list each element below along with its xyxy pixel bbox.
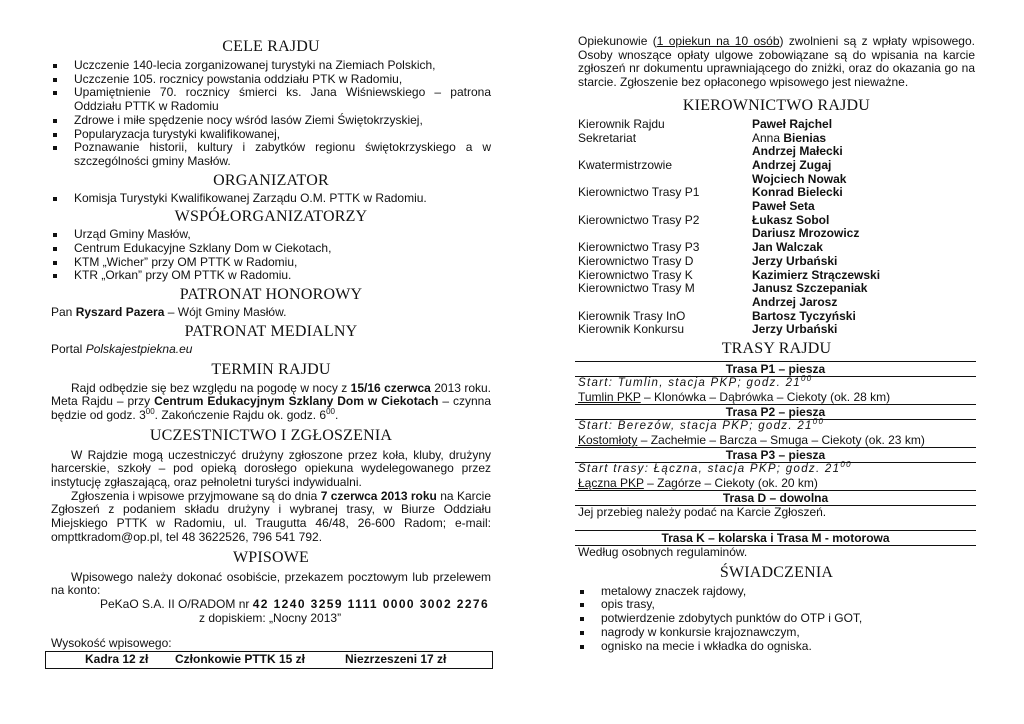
section-title-cele: CELE RAJDU: [222, 38, 320, 55]
trasy-table: [575, 361, 976, 521]
left-column: [51, 0, 491, 669]
role: Kierownictwo Trasy P1: [578, 185, 700, 200]
role: Kierownik Rajdu: [578, 116, 665, 131]
superscript: 00: [145, 406, 155, 416]
text: Portal: [51, 341, 86, 356]
section-title-kierownictwo: KIEROWNICTWO RAJDU: [682, 96, 871, 114]
finish-place: Centrum Edukacyjnym Szklany Dom w Ciekotach: [154, 394, 439, 409]
superscript: 00: [840, 460, 852, 470]
role: Kierownik Trasy InO: [578, 308, 686, 323]
role: Kierownictwo Trasy D: [578, 253, 694, 268]
section-title-wspolorganizatorzy: WSPÓŁORGANIZATORZY: [174, 208, 368, 226]
role: Sekretariat: [578, 130, 637, 145]
person: Paweł Seta: [752, 199, 815, 214]
text: Rajd odbędzie się bez względu na pogodę w nocy z: [71, 380, 351, 395]
organizator-list: [51, 192, 491, 206]
list-item: ognisko na mecie i wkładka do ogniska.: [578, 640, 975, 654]
section-organizator: [51, 172, 491, 206]
fee-czlonkowie: Członkowie PTTK 15 zł: [175, 652, 306, 667]
section-patronat-honorowy: [51, 286, 491, 320]
person: Dariusz Mrozowicz: [752, 226, 860, 241]
list-item: potwierdzenie zdobytych punktów do OTP i GOT,: [578, 612, 975, 626]
list-item: [578, 323, 975, 337]
deadline-date: 7 czerwca 2013 roku: [320, 488, 437, 503]
trasa-p1-route: [575, 390, 976, 405]
list-item: [578, 282, 975, 296]
list-item: Poznawanie historii, kultury i zabytków regionu świętokrzyskiego a w szczególności gminy Masłów.: [51, 141, 491, 168]
route: – Zachełmie – Barcza – Smuga – Ciekoty (ok. 23 km): [637, 433, 925, 448]
section-title-termin: TERMIN RAJDU: [211, 360, 331, 378]
bank-account-line: [51, 598, 491, 612]
trasa-d-text: Jej przebieg należy podać na Karcie Zgłoszeń.: [578, 505, 827, 520]
person: Kazimierz Strączewski: [752, 267, 881, 282]
role: Kierownictwo Trasy P3: [578, 240, 700, 255]
text: na Karcie Zgłoszeń z podaniem składu drużyny i wybranej trasy, w Biurze Oddziału Miejskiego PTTK w Radomiu, ul. Traugutta 46/48, 26-600 Radom; e-mail: ompttkradom@op.pl, tel 48 3622526, 796 541 792.: [51, 488, 491, 544]
list-item: metalowy znaczek rajdowy,: [578, 585, 975, 599]
list-item: Zdrowe i miłe spędzenie nocy wśród lasów Ziemi Świętokrzyskiej,: [51, 114, 491, 128]
person: Bienias: [783, 130, 827, 145]
section-patronat-medialny: [51, 323, 491, 357]
list-item: [578, 200, 975, 214]
text: Start trasy: Łączna, stacja PKP; godz. 21: [578, 463, 841, 476]
list-item: [578, 241, 975, 255]
text: 2013 roku. Meta Rajdu – przy: [51, 380, 492, 409]
swiadczenia-list: [578, 585, 975, 654]
list-item: Upamiętnienie 70. rocznicy śmierci ks. Jana Wiśniewskiego – patrona Oddziału PTTK w Radomiu: [51, 86, 491, 113]
person: Jerzy Urbański: [752, 253, 838, 268]
patronat-medialny-text: [51, 343, 491, 357]
fee-label: Wysokość wpisowego:: [51, 636, 172, 651]
person: Jerzy Urbański: [752, 322, 838, 337]
person: Konrad Bielecki: [752, 185, 843, 200]
patronat-honorowy-text: [51, 306, 491, 320]
text: Pan: [51, 305, 76, 320]
list-item: Uczczenie 105. rocznicy powstania oddziału PTK w Radomiu,: [51, 73, 491, 87]
transfer-note: z dopiskiem: „Nocny 2013”: [199, 610, 342, 625]
section-swiadczenia: [578, 564, 975, 654]
list-item: Urząd Gminy Masłów,: [51, 228, 491, 242]
section-wpisowe: [51, 549, 491, 670]
person: Andrzej Małecki: [752, 144, 843, 159]
trasa-d-header: Trasa D – dowolna: [575, 491, 976, 506]
patron-name: Ryszard Pazera: [75, 305, 165, 320]
list-item: Komisja Turystyki Kwalifikowanej Zarządu O.M. PTTK w Radomiu.: [51, 192, 491, 206]
list-item: nagrody w konkursie krajoznawczym,: [578, 626, 975, 640]
list-item: [578, 159, 975, 173]
fee-niezrzeszeni: Niezrzeszeni 17 zł: [345, 652, 447, 667]
list-item: [578, 255, 975, 269]
fee-table: [45, 651, 493, 669]
section-title-uczestnictwo: UCZESTNICTWO I ZGŁOSZENIA: [149, 426, 393, 444]
section-title-patronat-honorowy: PATRONAT HONOROWY: [179, 286, 363, 304]
text: – czynna będzie od godz. 3: [51, 394, 491, 422]
role: [578, 145, 752, 159]
list-item: [578, 118, 975, 132]
section-title-organizator: ORGANIZATOR: [213, 171, 329, 189]
kierownictwo-list: [578, 118, 975, 337]
trasa-p2-header: Trasa P2 – piesza: [575, 405, 976, 420]
person: Paweł Rajchel: [752, 116, 833, 131]
list-item: [578, 173, 975, 187]
person: Andrzej Zugaj: [752, 157, 832, 172]
list-item: [578, 186, 975, 200]
trasa-km: [575, 531, 976, 560]
superscript: 00: [800, 374, 813, 384]
section-cele: [51, 38, 491, 169]
person: Andrzej Jarosz: [752, 294, 838, 309]
bank-name: PeKaO S.A. II O/RADOM nr: [100, 596, 253, 611]
intro-text: [578, 35, 975, 90]
wspolorganizatorzy-list: [51, 228, 491, 283]
section-title-patronat-medialny: PATRONAT MEDIALNY: [184, 322, 358, 340]
person: Łukasz Sobol: [752, 212, 830, 227]
text: Zgłoszenia i wpisowe przyjmowane są do dnia: [71, 488, 321, 503]
list-item: Uczczenie 140-lecia zorganizowanej turystyki na Ziemiach Polskich,: [51, 59, 491, 73]
superscript: 00: [326, 406, 335, 416]
superscript: 00: [812, 417, 825, 427]
section-wspolorganizatorzy: [51, 208, 491, 283]
route-start: Łączna PKP: [578, 476, 644, 491]
role: Kwatermistrzowie: [578, 157, 673, 172]
portal-name: Polskajestpiekna.eu: [85, 341, 193, 356]
list-item: [578, 269, 975, 283]
section-title-trasy: TRASY RAJDU: [721, 340, 832, 358]
person: Bartosz Tyczyński: [752, 308, 856, 323]
account-number: 42 1240 3259 1111 0000 3002 2276: [252, 596, 490, 611]
trasa-km-text: Według osobnych regulaminów.: [578, 545, 748, 560]
list-item: [578, 227, 975, 241]
person: Wojciech Nowak: [752, 171, 847, 186]
route-start: Tumlin PKP: [578, 390, 641, 405]
role: Kierownictwo Trasy K: [578, 267, 693, 282]
list-item: KTR „Orkan” przy OM PTTK w Radomiu.: [51, 269, 491, 283]
role: Kierownik Konkursu: [578, 322, 685, 337]
role: [578, 227, 752, 241]
person-first-name: Anna: [752, 130, 784, 145]
person: Janusz Szczepaniak: [752, 281, 868, 296]
section-termin: [51, 361, 491, 423]
underlined-text: 1 opiekun na 10 osób: [656, 34, 780, 48]
text: ) zwolnieni są z wpłaty wpisowego. Osoby wnoszące opłaty ulgowe zobowiązane są do wpisania na karcie zgłoszeń nr dokumentu uprawniającego do zniżki, oraz do okazania go na starcie. Zgłoszenie bez opłaconego wpisowego jest nieważne.: [578, 34, 975, 90]
trasa-p3-start: [575, 460, 976, 476]
uczestnictwo-paragraph-1: W Rajdzie mogą uczestniczyć drużyny zgłoszone przez koła, kluby, drużyny harcerskie, szkoły – pod opieką dorosłego opiekuna wydelegowanego przez instytucję zgłaszającą, oraz pełnoletni turyści indywidualni.: [51, 447, 491, 490]
list-item: [578, 296, 975, 310]
cele-list: [51, 59, 491, 169]
section-kierownictwo: [578, 97, 975, 337]
route: – Zagórze – Ciekoty (ok. 20 km): [643, 476, 818, 491]
list-item: [578, 145, 975, 159]
section-title-swiadczenia: ŚWIADCZENIA: [719, 563, 834, 581]
section-title-wpisowe: WPISOWE: [232, 548, 310, 566]
trasa-p2-start: [575, 417, 976, 433]
role: Kierownictwo Trasy P2: [578, 212, 700, 227]
role: [578, 296, 752, 310]
text: Opiekunowie (: [578, 34, 657, 48]
text: .: [335, 407, 339, 422]
text: Start: Berezów, stacja PKP; godz. 21: [578, 420, 813, 433]
role: [578, 173, 752, 187]
text: – Wójt Gminy Masłów.: [164, 305, 287, 320]
list-item: Popularyzacja turystyki kwalifikowanej,: [51, 128, 491, 142]
list-item: [578, 214, 975, 228]
trasa-p1-start: [575, 374, 976, 390]
person: Jan Walczak: [752, 240, 823, 255]
section-trasy: [578, 340, 975, 560]
role: Kierownictwo Trasy M: [578, 281, 695, 296]
trasa-km-header: Trasa K – kolarska i Trasa M - motorowa: [575, 531, 976, 546]
trasa-p2-route: [575, 433, 976, 448]
rally-date: 15/16 czerwca: [350, 380, 431, 395]
list-item: Centrum Edukacyjne Szklany Dom w Ciekotach,: [51, 242, 491, 256]
text: . Zakończenie Rajdu ok. godz. 6: [154, 407, 327, 422]
list-item: [578, 132, 975, 146]
route: – Klonówka – Dąbrówka – Ciekoty (ok. 28 km): [640, 390, 891, 405]
trasa-p3-header: Trasa P3 – piesza: [575, 448, 976, 463]
text: Start: Tumlin, stacja PKP; godz. 21: [578, 377, 801, 390]
right-column: [578, 0, 975, 653]
fee-kadra: Kadra 12 zł: [85, 652, 149, 667]
route-start: Kostomłoty: [578, 433, 638, 448]
list-item: KTM „Wicher” przy OM PTTK w Radomiu,: [51, 256, 491, 270]
termin-text: [51, 382, 491, 423]
role: [578, 200, 752, 214]
trasa-p1-header: Trasa P1 – piesza: [575, 362, 976, 377]
list-item: [578, 310, 975, 324]
uczestnictwo-paragraph-2: [51, 490, 491, 545]
section-uczestnictwo: [51, 427, 491, 545]
wpisowe-text: Wpisowego należy dokonać osobiście, przekazem pocztowym lub przelewem na konto:: [51, 569, 491, 598]
list-item: opis trasy,: [578, 598, 975, 612]
trasa-p3-route: [575, 476, 976, 491]
